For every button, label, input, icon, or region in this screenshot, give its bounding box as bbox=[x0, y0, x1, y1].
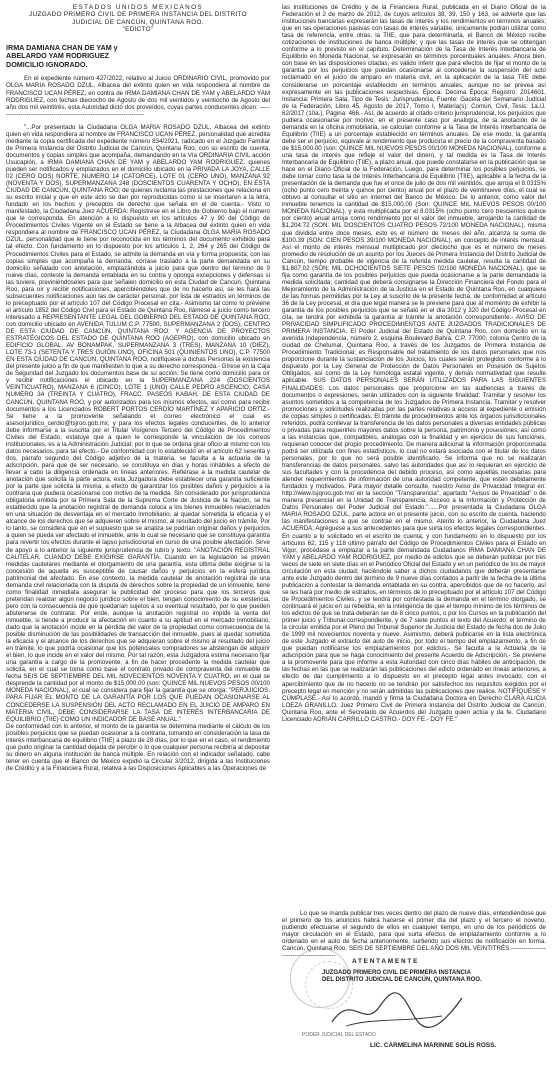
header-country: ESTADOS UNIDOS MEXICANOS bbox=[72, 4, 204, 11]
left-column bbox=[6, 4, 270, 1062]
court-header bbox=[6, 4, 270, 34]
closing-text: ATENTAMENTE bbox=[352, 958, 420, 965]
left-paragraph-intro: En el expediente número 427/2022, relativo al Juicio ORDINARIO CIVIL, promovido por OLGA MARIA ROSADO DZUL, Albacea del extinto quien en vida respondiera al nombre de FRANCISCO UCAN PÉREZ, en contra de IRMA DAMIANA CHAN DE YAM y ABELARDO YAM RODRIGUEZ, con fechas dieciocho de Agosto de dos mil veintidós y veintiocho de Agosto del año dos mil veintitrés, esta Autoridad dictó dos proveídos, cuyas partes conducentes dicen: ------------------------------------------------------------------------ bbox=[6, 75, 270, 118]
addressee-line-1: IRMA DAMIANA CHAN DE YAM y bbox=[6, 42, 118, 52]
right-paragraph-main: las Instituciones de Crédito y de la Financiera Rural, publicada en el Diario Oficial de la Federación el 2 de marzo de 2012, de cuyos artículos 38, 39, 150 y 163, se advierte que las instituciones bancarias expresarán las tasas de interés y los rendimientos en términos anuales; que en las operaciones pasivas con tasas de interés variable, únicamente podrán utilizar como tasa de referencia, entre otras, la TIIE, que para determinarla, el Banco de México recibe cotizaciones de instituciones de banca múltiple; y que las tasas de interés que se obtengan conforme a lo previsto en el capítulo, Determinación de la Tasa de Interés Interbancaria de Equilibrio en Moneda Nacional, se expresarán en términos porcentuales anuales. Ahora bien, con base en las disposiciones citadas, es válido inferir que para efectos de fijar el monto de la garantía por los perjuicios que puedan ocasionarse al concederse la suspensión del acto reclamado en el juicio de amparo en materia civil, en la aplicación de la tasa TIIE debe considerarse un porcentaje establecido en términos anuales, aunque no se prevea así expresamente en las publicaciones respectivas. Época: Décima Época; Registro: 2014601, Instancia: Primera Sala, Tipo de Tesis: Jurisprudencia, Fuente: Gaceta del Semanario Judicial de la Federación, Libro 45, Agosto de 2017, Tomo I, Materia(s): Común, Civil, Tesis: 1a./J. 62/2017 (10a.), Página: 466.- Así, de acuerdo al citado criterio jurisprudencial, los perjuicios que pudiera ocasionarse por motivo, en el presente caso por analogía, de la anotación de la demanda en la oficina inmobiliaria, se calculan conforme a la Tasa de Interés Interbancaria de Equilibrio (TIIE) a un porcentaje establecido en términos anuales. De ese modo, la garantía debe ser el perjuicio, equivale al rendimiento que produciría el precio de la compraventa basado de $15,000.00 (son: QUINCE MIL NUEVOS PESOS 00/100 MONEDA NACIONAL), conforme a una tasa de interés que refleje el valor del dinero, y tal medida es la Tasa de Interés Interbancaria de Equilibrio (TIIE), a plazo anual, que puede constatarse en la publicación que se hace en el Diario Oficial de la Federación. Luego, para determinar los posibles perjuicios, se debe tomar como tasa la de Interés Interbancaria de Equilibrio (TIIE), aplicable a la fecha de la presentación de la demanda que fue el once de julio de dos mil veintidós, que arroja el 8.0315% (ocho punto cero treinta y quince por ciento) anual por el plazo de veintinueve días, el cual se obtuvo al consultar el sitio en internet del Banco de México. De lo anterior, como valor del inmueble tenemos la cantidad de $15,000.00 (Son: QUINCE MIL NUEVOS PESOS 00/100 MONEDA NACIONAL), y esta multiplicada por el 8.0315% (ocho punto cero trescientos quince por ciento) anual arroja como rendimiento por el valor del inmueble, arrojando la cantidad de $1,204.72 (SON: MIL DOSCIENTOS CUATRO PESOS 72/100 MONEDA NACIONAL), misma que dividida entre doce meses, esto es el número de meses del año, alcanza la suma de $100.39 (SON: CIEN PESOS 39/100 MONEDA NACIONAL), en concepto de interés mensual. Así el monto de interés mensual multiplicado por dieciocho que es el número de meses promedio de resolución de un asunto por los Jueces de Primera Instancia del Distrito Judicial de Cancún, tiempo probable de vigencia de la referida medida cautelar, resulta la cantidad de $1,807.02 (SON: MIL OCHOCIENTOS SIETE PESOS 02/100 MONEDA NACIONAL), que se fija como garantía de los posibles perjuicios que pueda ocasionarse a la parte demandada la medida solicitada; cantidad que deberá consignarse la Dirección Financiera del Fondo para el Mejoramiento de la Administración de la Justicia en el Estado de Quintana Roo, en cualquiera de las formas permitidas por la Ley al suscrito de la presente fecha, de conformidad al artículo 36 de la Ley procesal, el día que legal manera se le previene para que al momento de exhibir la garantía de los posibles perjuicios que se señaló en el día 3012 y 320 del Código Procesal en cita, se tendrá por exhibida la garantía al trámite la anotación correspondiente.- AVISO DE PRIVACIDAD SIMPLIFICADO PROCEDIMIENTOS ANTE JUZGADOS TRADICIONALES DE PRIMERA INSTANCIA. El Poder Judicial del Estado de Quintana Roo, con domicilio en la avenida Independencia, número 2, esquina Boulevard Bahía, C.P. 77000, colonia Centro de la ciudad de Chetumal, Quintana Roo, a través de los Juzgados de Primera Instancia de Procedimiento Tradicional; es Responsable del tratamiento de los datos personales que nos proporcione durante la sustanciación de los Juicios, los cuales serán protegidos conforme a lo dispuesto por la Ley General de Protección de Datos Personales en Posesión de Sujetos Obligados, así como de la Ley homóloga estatal vigente, y demás normatividad que resulte aplicable. SUS DATOS PERSONALES SERÁN UTILIZADOS PARA LAS SIGUIENTES FINALIDADES: Los datos personales que proporcione en las audiencias a través de documentos o expresiones, serán utilizados con la siguiente finalidad: Tramitar y resolver los asuntos sometidos a la competencia de los Juzgados de Primera Instancia. Tramitar y resolver promociones y solicitudes realizadas por las partes relativas a acceso al expediente o emisión de copias simples o certificadas. El trámite de procedimientos ante los órganos jurisdiccionales referidos, podrá conllevar la transferencia de los datos personales a diversas entidades públicas o privadas para requerirles mayores datos sobre la persona, patrimonio y posesiones, así como a las instancias que, compatibles, análogas con la finalidad y en ejercicio de sus funciones, requieran conocer del propio procedimiento. De manera adicional la información proporcionada podrá ser utilizada con fines estadísticos, lo cual no estará asociada con el titular de los datos personales, por lo que no será posible identificarlo. Se informa que no se realizarán transferencias de datos personales, salvo las autoridades que así lo requieran en ejercicio de sus facultades y con la procedencia del debido proceso, así como aquellas necesarias para atender requerimientos de información de una autoridad competente, que estén debidamente fundados y motivados. Para mayor detalle consulte, nuestro Aviso de Privacidad Integral en: http://www.tsjqroo.gob.mx/ en la sección "Transparencia", apartado "Avisos de Privacidad" o de manera presencial en la Unidad de Transparencia, Acceso a la Información y Protección de Datos Personales del Poder Judicial del Estado."......Por presentada la Ciudadana OLGA MARIA ROSADO DZUL, parte actora en el presente juicio, con su escrito de cuenta, haciendo las manifestaciones a que se contrae en el mismo. Atento lo anterior, la Ciudadana Juez ACUERDA: Agréguese a sus antecedentes para que surta los efectos legales correspondientes. En cuanto a lo solicitado en el escrito de cuenta, y con fundamento en lo dispuesto por los artículos 62, 115 y 118 último párrafo del Código de Procedimientos Civiles para el Estado en Vigor, procédase a emplazar a la parte demandada Ciudadanos IRMA DAMIANA CHAN DE YAM y ABELARDO YAM RODRIGUEZ, por medio de edictos que se deberán publicar por tres veces de siete en siete días en el Periódico Oficial del Estado y en un periódico de los de mayor circulación en esta ciudad; haciéndole saber a dichos ciudadanos que deberán presentarse ante este Juzgado dentro del término de 9 nueve días contados a partir de la fecha de la última publicación a contestar la demanda entablada en su contra, apercibidos que de no hacerlo, así se les hará por medio de estrados, en términos de lo preceptuado por el artículo 107 del Código de Procedimientos Civiles, y se tendrá por contestada la demanda en el término otorgado, se continuará el juicio en su rebeldía, en la inteligencia de que el tiempo mínimo de los términos de los edictos de que se trata deberán ser de 8 cinco puntos, o por los Cursos en la publicación del primer juicio y Tribunal correspondiente, y de 7 siete puntos el texto del Acuerdo; el término de la circular emitida por el Pleno del Tribunal Superior de Justicia del Estado de fecha dos de Julio de 1999 mil novecientos noventa y nueve. Asimismo, deberá publicarse en la lista electrónica de este Juzgado el extracto del auto de inicio, por todo el tiempo del emplazamiento, a fin de que puedan notificarse los emplazamientos por edictos.- Se faculta a la Actuaria de la adscripción para que se haga conocimiento del presente Acuerdo de Adscripción.- Se previene a la promovente para que informe a esta Autoridad con cinco días hábiles de anticipación, de las fechas en las que se realizarán las publicaciones del edicto ordenado en líneas anteriores, a efecto de dar cumplimiento a lo dispuesto en el precepto legal antes invocado, con el apercibimiento que de no hacerlo no se tendrán por satisfechos los requisitos exigidos por el precepto legal en mención y no serán admitidas las publicaciones que realice. NOTIFÍQUESE Y CÚMPLASE.- Así lo acordó, mandó y firma la Ciudadana Doctora en Derecho CLARA ALICIA LOEZA GRANILLO, Juez Primero Civil de Primera Instancia del Distrito Judicial de Cancún, Quintana Roo, ante el Secretario de Acuerdos del Juzgado quien actúa y da fe. Ciudadano Licenciado ADRIÁN CARRILLO CASTRO.- DOY FE.- DOY FE." bbox=[282, 4, 546, 723]
signatory-name: LIC. CARMELINA MARINNE SOLÍS ROSS. bbox=[370, 1042, 497, 1049]
edict-page bbox=[6, 4, 547, 1062]
right-column bbox=[282, 4, 546, 1062]
signature-office-line-1: JUZGADO PRIMERO CIVIL DE PRIMERA INSTANCIA bbox=[322, 970, 471, 976]
signature-block bbox=[282, 942, 546, 1062]
header-edict: "EDICTO" bbox=[122, 26, 154, 34]
addressee-block bbox=[6, 44, 270, 70]
header-district: JUDICIAL DE CANCÚN, QUINTANA ROO. bbox=[72, 18, 204, 26]
handwritten-signature bbox=[322, 986, 472, 1036]
signature-office bbox=[322, 970, 482, 984]
addressee-line-3: DOMICILIO IGNORADO. bbox=[6, 59, 88, 69]
addressee-line-2: ABELARDO YAM RODRIGUEZ bbox=[6, 51, 110, 61]
stamp-text: PODER JUDICIAL DEL ESTADO bbox=[302, 1032, 376, 1038]
left-paragraph-order: "...Por presentado la Ciudadana OLGA MARIA ROSADO DZUL, Albacea del extinto quien en vida respondiera al nombre de FRANCISCO UCAN PÉREZ, personalidad que acredita mediante la copia certificada del expediente número 834/2021, radicado en el Juzgado Familiar de Primera Instancia del Distrito Judicial de Cancún, Quintana Roo, con su escrito de cuenta, documentos y copias simples que acompaña, demandando en la Vía ORDINARIA CIVIL acción Usucapión, a IRMA DAMIANA CHAN DE YAM y ABELARDO YAM RODRIGUEZ, quienes pueden ser notificados y emplazados en el domicilio ubicado en la PRIVADA LA JOYA, CALLE 02 (CERO DOS) NORTE, NUMERO 14 (CATORCE), LOTE 01 (CERO UNO), MANZANA 92 (NOVENTA Y DOS), SUPERMANZANA 248 (DOSCIENTOS CUARENTA Y OCHO), EN ESTA CIUDAD DE CANCÚN, QUINTANA ROO; de quienes reclama las prestaciones que relaciona en su escrito inicial y que en este acto se dan por reproducidas como si se insertaren a la letra, fundado en los hechos y preceptos de derecho que señala en el de cuenta.- Visto lo manifestado, la Ciudadana Juez ACUERDA: Regístrese en el Libro de Gobierno bajo el número que le corresponda. En atención a lo dispuesto en los artículos 47 y 90 del Código de Procedimientos Civiles Vigente en el Estado se tiene a la Albacea del extinto quien en vida respondiera al nombre de FRANCISCO UCAN PÉREZ, la Ciudadana OLGA MARIA ROSADO DZUL, personalidad que le tiene por reconocida en los términos del documento exhibido para tal efecto. Con fundamento en lo dispuesto por los artículos 1, 2, 264 y 265 del Código de Procedimientos Civiles para el Estado, se admite la demanda en vía y forma propuesta; con las copias simples que acompaña la demanda, córrase traslado a la parte demandada en su domicilio señalado con antelación, emplazándola a juicio para que dentro del término de 9 nueve días, conteste la demanda entablada en su contra y oponga excepciones y defensas si las tuviere, previniéndoseles para que señalen domicilio en esta Ciudad de Cancún, Quintana Roo, para oír y recibir notificaciones, apercibiéndoles que de no hacerlo así, se les hará las subsecuentes notificaciones aún las de carácter personal, por lista de estrados en términos de lo preceptuado por el artículo 107 del Código Procesal en cita.- Asimismo tal como lo previene el artículo 1852 del Código Civil para el Estado de Quintana Roo, llámese a juicio como tercero interesado a REPRESENTANTE LEGAL DEL GOBIERNO DEL ESTADO DE QUINTANA ROO, con domicilio ubicado en AVENIDA TULUM C.P. 77500, SUPERMANZANA 2 (DOS), CENTRO DE ESTA CIUDAD DE CANCÚN, QUINTANA ROO; Y AGENCIA DE PROYECTOS ESTRATÉGICOS DEL ESTADO DE QUINTANA ROO (AGEPRO), con domicilio ubicado en EDIFICIO GLOBAL, AV BONAMPAK, SUPERMANZANA 3 (TRES), MANZANA 10 (DIEZ), LOTE 73-1 (SETENTA Y TRES GUIÓN UNO), OFICINA 501 (QUINIENTOS UNO), C.P. 77500 EN ESTA CIUDAD DE CANCÚN, QUINTANA ROO, notifíquese a dichas Personas la existencia del presente juicio a fin de que manifiesten lo que a su derecho corresponda.- Gírese en la Caja de Seguridad del Juzgado los documentos base de su acción. Se tiene como domicilio para oír y recibir notificaciones el ubicado en la SUPERMANZANA 224 (DOSCIENTOS VEINTICUATRO), MANZANA 6 (CINCO), LOTE 1 (UNO) CALLE PEDRO ASCENCIO, CASA NUMERO 34 (TREINTA Y CUATRO), FRACC. PASEOS KABAH, DE ESTA CIUDAD DE CANCÚN, QUINTANA ROO, y por autorizados para los mismos efectos, así como para recibir documentos a los Licenciados ROBERT PORTOS CERDÍO MARTÍNEZ Y APARICIO ORTIZ.- Se tiene a la promovente señalando el correo electrónico el cual es asesorjuridico_cerdio@tsjroo.gob.mx; y para los efectos legales conducentes, de lo anterior debe informarse a la suscrita por el Titular Visígenos Tercero del Código de Procedimientos Civiles del Estado, estatuye que a quien le corresponde la vinculación de los correos institucionales, es a la Administración Judicial; por lo que se ordena girar oficio al mismo con los datos necesarios, para tal efecto.- De conformidad con lo establecido en el artículo 62 sesenta y dos, párrafo segundo del Código adjetivo de la materia, se faculta a la actuaria de la adscripción, para que de ser necesario, se constituya en días y horas inhábiles a efecto de llevar a cabo la diligencia ordenada en líneas anteriores. Refiérase a la medida cautelar de anotación que solicita la parte actora, esta Juzgadora debe establecer una garantía suficiente por la parte que solicita la misma, a efecto de garantizar los posibles daños y perjuicios a la contraria que pudiera ocasionarse con motivo de la medida. Sin considerado por jurisprudencia obligatoria emitida por la Primera Sala de la Suprema Corte de Justicia de la Nación, se ha establecido que la anotación registral de demanda coloca a los bienes inmuebles relacionados en una situación de desventaja en el mercado inmobiliario, al quedar sometida la eficacia y el alcance de los derechos que se adquieren sobre el mismo, al resultado del juicio en trámite. Por lo tanto, se considera que en el supuesto que se analiza se podrían originar daños y perjuicios a quien se pueda ver afectado el inmueble, ante lo cual se necesario que se constituya garantía para revertir los efectos durante el lapso jurisdiccional en curso de una posible afectación. Sirve de apoyo a lo anterior la siguiente jurisprudencia de rubro y texto: "ANOTACIÓN REGISTRAL CAUTELAR. CUANDO DEBE EXIGIRSE GARANTÍA. Cuando en la legislación se prevén medidas cautelares mediante el otorgamiento de una garantía, esta última debe exigirse si la concesión de aquella es susceptible de causar daños y perjuicios en la esfera jurídica patrimonial del afectado. En ese contexto, la medida cautelar de anotación registral de una demanda civil relacionada con la disputa de derechos sobre la propiedad de un inmueble, tiene como finalidad inmediata asegurar la publicidad del proceso para que los terceros que pretendan realizar algún negocio jurídico sobre el bien, tengan conocimiento de su existencia, pero con la consecuencia de que quedarían sujetos a su eventual resultado, por lo que pueden abstenerse de contratar. Por ende, aunque la anotación registral no impide la venta del inmueble, si tiende a producir la afectación en cuanto a su aptitud en el mercado inmobiliario, dado que la anotación incide en la pérdida del valor de la propiedad como consecuencia de la posible disminución de las posibilidades de transacción del inmueble, pues al quedar sometida la eficacia y el alcance de los derechos que se adquieran sobre el mismo al resultado del juicio en trámite, lo que podría ocasionar que los potenciales compradores se abstengan de adquirir el bien, lo que incide en el valor del mismo. Por tal razón, esta Juzgadora estima necesario fijar una garantía a cargo de la promovente, a fin de hacer procedente la medida cautelar que solicita, en el cual se toma como base el contrato privado de compraventa del inmueble de fecha SEIS DE SEPTIEMBRE DEL MIL NOVECIENTOS NOVENTA Y CUATRO, en el cual se desprende la cantidad por el monto de $15,000.00 (son: QUINCE MIL NUEVOS PESOS 00/100 MONEDA NACIONAL), el cual se considera para fijar la garantía que se otorga: "PERJUICIOS. PARA FIJAR EL MONTO DE LA GARANTÍA POR LOS QUE PUEDAN OCASIONARSE AL CONCEDERSE LA SUSPENSIÓN DEL ACTO RECLAMADO EN EL JUICIO DE AMPARO EN MATERIA CIVIL, DEBE CONSIDERARSE LA TASA DE INTERÉS INTERBANCARIA DE EQUILIBRIO (TIIE) COMO UN INDICADOR DE BASE ANUAL." bbox=[6, 123, 270, 723]
header-court: JUZGADO PRIMERO CIVIL DE PRIMERA INSTANCIA DEL DISTRITO bbox=[29, 11, 247, 19]
left-paragraph-guarantee: De conformidad con lo anterior, el monto de la garantía se determina mediante el cálculo de los posibles perjuicios que se puedan ocasionar a la contraria, tomando en consideración la tasa de interés interbancaria de equilibrio (TIIE) a plazo de 28 días, por lo que en el caso, el rendimiento que pudo originar la cantidad dejada de percibir o lo que cualquier persona recibiría al depositar su dinero en alguna institución de banca múltiple. En relación con el indicador señalado, cabe tener en cuenta que el Banco de México expidió la Circular 3/2012, dirigida a las Instituciones de Crédito y a la Financiera Rural, relativa a las Disposiciones Aplicables a las Operaciones de bbox=[6, 722, 270, 772]
right-paragraph-publication: Lo que se manda publicar tres veces dentro del plazo de nueve días, entendiéndose que el primero de los anuncios habrá hacerse el primer día del plazo y el tercero el noveno, pudiendo efectuarse el segundo de ellos en cualquier tiempo, en uno de los periódicos de mayor circulación en el Estado, para que surta efectos de emplazamiento conforme a lo ordenado en el auto de fecha anteriormente, surtiendo sus efectos de notificación en forma. Cancún, Quintana Roo. SEIS DE SEPTIEMBRE DEL AÑO DOS MIL VEINTITRÉS.------------------------------------------- bbox=[282, 910, 546, 960]
signature-office-line-2: DEL DISTRITO JUDICIAL DE CANCÚN, QUINTANA ROO. bbox=[322, 977, 482, 983]
